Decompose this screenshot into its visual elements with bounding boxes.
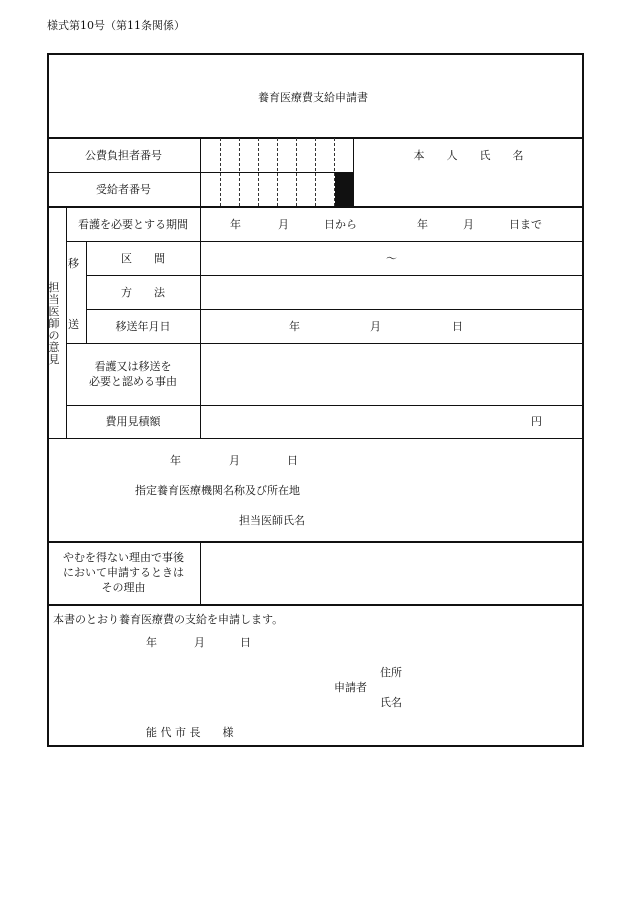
period-year-from: 年 xyxy=(230,218,241,231)
transfer-date-label: 移送年月日 xyxy=(115,320,171,333)
doctor-date-month: 月 xyxy=(229,454,240,467)
estimate-label: 費用見積額 xyxy=(105,415,161,428)
method-label: 方 法 xyxy=(121,286,165,299)
divider-doctor xyxy=(47,541,584,543)
divider-method xyxy=(86,309,584,310)
applicant-label: 申請者 xyxy=(334,681,367,694)
transfer-vertical-bottom: 送 xyxy=(68,318,79,331)
apply-date-month: 月 xyxy=(194,636,205,649)
doctor-date-day: 日 xyxy=(287,454,298,467)
apply-date-day: 日 xyxy=(240,636,251,649)
doctor-date-year: 年 xyxy=(170,454,181,467)
transfer-date-month: 月 xyxy=(370,320,381,333)
apply-text: 本書のとおり養育医療費の支給を申請します。 xyxy=(53,613,284,626)
personal-name-label: 本 人 氏 名 xyxy=(413,149,524,162)
digit-separator xyxy=(258,138,259,206)
name-label: 氏名 xyxy=(380,696,402,709)
divider-recipient xyxy=(47,206,584,208)
transfer-date-day: 日 xyxy=(452,320,463,333)
divider-transfer-date xyxy=(66,343,584,344)
divider-period xyxy=(66,241,584,242)
public-burden-label: 公費負担者番号 xyxy=(85,149,162,162)
institution-label: 指定養育医療機関名称及び所在地 xyxy=(135,484,300,497)
column-divider-vertical-label xyxy=(66,207,67,438)
nursing-period-label: 看護を必要とする期間 xyxy=(78,218,188,231)
column-divider-main xyxy=(200,138,201,438)
divider-late-reason xyxy=(47,604,584,606)
digit-separator xyxy=(220,138,221,206)
transfer-date-year: 年 xyxy=(289,320,300,333)
form-title: 養育医療費支給申請書 xyxy=(258,91,368,104)
doctor-name-label: 担当医師氏名 xyxy=(239,514,305,527)
blacked-out-digit xyxy=(335,173,353,206)
address-label: 住所 xyxy=(380,666,402,679)
form-number: 様式第10号（第11条関係） xyxy=(47,19,185,32)
section-label: 区 間 xyxy=(121,252,165,265)
divider-reason xyxy=(66,405,584,406)
column-divider-number xyxy=(353,138,354,206)
addressee: 能 代 市 長 様 xyxy=(146,726,234,739)
digit-separator xyxy=(239,138,240,206)
period-day-from: 日から xyxy=(324,218,357,231)
digit-separator xyxy=(277,138,278,206)
period-day-to: 日まで xyxy=(509,218,542,231)
section-tilde: ～ xyxy=(386,252,397,265)
late-reason-label: やむを得ない理由で事後 において申請するときは その理由 xyxy=(63,551,184,594)
yen-unit: 円 xyxy=(531,415,542,428)
digit-separator xyxy=(296,138,297,206)
period-month-from: 月 xyxy=(278,218,289,231)
digit-separator xyxy=(315,138,316,206)
reason-label: 看護又は移送を 必要と認める事由 xyxy=(89,360,177,388)
apply-date-year: 年 xyxy=(146,636,157,649)
doctor-opinion-vertical-label: 担 当 医 師 の 意 見 xyxy=(48,281,60,366)
divider-estimate xyxy=(47,438,584,439)
recipient-number-label: 受給者番号 xyxy=(96,183,151,196)
period-month-to: 月 xyxy=(463,218,474,231)
transfer-vertical-top: 移 xyxy=(68,257,79,270)
divider-section xyxy=(86,275,584,276)
column-divider-late-reason xyxy=(200,542,201,604)
period-year-to: 年 xyxy=(417,218,428,231)
